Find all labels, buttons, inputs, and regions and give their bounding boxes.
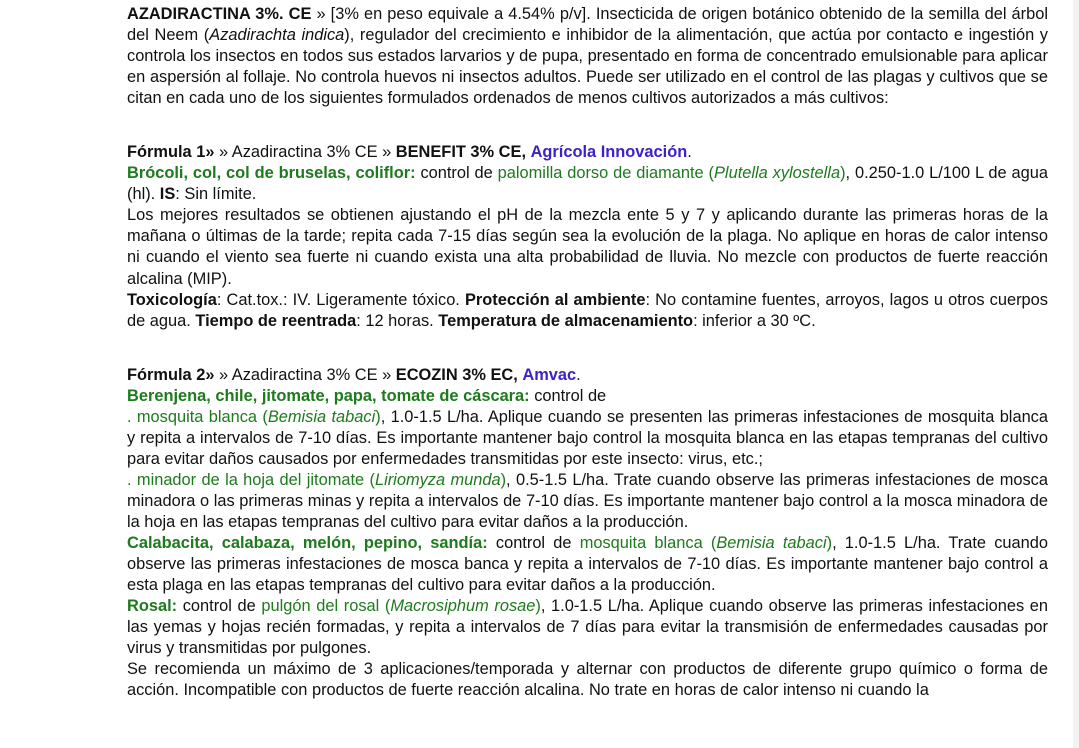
- pest-name: . minador de la hoja del jitomate (Liriomyza munda): [127, 470, 507, 489]
- scientific-name: Azadirachta indica: [209, 26, 345, 45]
- section-gap: [127, 332, 1048, 365]
- crop-list: Rosal:: [127, 597, 178, 616]
- company-name: Agrícola Innovación: [530, 143, 688, 162]
- formula-2-recommendations: Se recomienda un máximo de 3 aplicaciones/temporada y alternar con productos de diferente grupo químico o forma de acción. Incompatible con productos de fuerte reacción alcalina. No trate en horas de calor intenso ni cuando la: [127, 660, 1048, 700]
- crop-list: Calabacita, calabaza, melón, pepino, sandía:: [127, 534, 488, 553]
- pest-name: palomilla dorso de diamante (Plutella xylostella): [497, 164, 846, 183]
- crop-list: Berenjena, chile, jitomate, papa, tomate de cáscara:: [127, 386, 530, 405]
- formula-1-recommendations: Los mejores resultados se obtienen ajustando el pH de la mezcla ente 5 y 7 y aplicando durante las primeras horas de la mañana o últimas de la tarde; repita cada 7-15 días según sea la evolución de la plaga. No aplique en horas de calor intenso ni cuando el viento sea fuerte ni cuando exista una alta probabilidad de lluvia. No mezcle con productos de fuerte reacción alcalina (MIP).: [127, 206, 1048, 288]
- active-ingredient-name: AZADIRACTINA 3%. CE: [127, 5, 312, 23]
- formula-1-safety: Toxicología: Cat.tox.: IV. Ligeramente tóxico. Protección al ambiente: No contamine fuentes, arroyos, lagos u otros cuerpos de agua. Tiempo de reentrada: 12 horas. Temperatura de almacenamiento: inferior a 30 ºC.: [127, 290, 1048, 330]
- formula-2-crop-entry: Calabacita, calabaza, melón, pepino, sandía: control de mosquita blanca (Bemisia tabaci), 1.0-1.5 L/ha. Trate cuando observe las primeras infestaciones de mosca banca y repita a intervalos de 7-10 días. Es importante mantener bajo control a esta plaga en las etapas tempranas del cultivo para evitar daños a la producción.: [127, 534, 1048, 595]
- scrollbar[interactable]: [1073, 0, 1079, 748]
- formula-2-pest-entry: . minador de la hoja del jitomate (Liriomyza munda), 0.5-1.5 L/ha. Trate cuando observe las primeras infestaciones de mosca minadora o las primeras minas y repita a intervalos de 7-10 días. Es importante mantener bajo control a la mosca minadora de la hoja en las etapas tempranas del cultivo para evitar daños a la producción.: [127, 470, 1048, 531]
- formula-2-crop-entry: Rosal: control de pulgón del rosal (Macrosiphum rosae), 1.0-1.5 L/ha. Aplique cuando observe las primeras infestaciones en las yemas y hojas recién formadas, y repita a intervalos de 7 días para evitar la transmisión de enfermedades causadas por virus y transmitidas por pulgones.: [127, 597, 1048, 658]
- pest-name: pulgón del rosal (Macrosiphum rosae): [261, 597, 541, 616]
- pest-name: . mosquita blanca (Bemisia tabaci): [127, 407, 381, 426]
- product-name: BENEFIT 3% CE,: [395, 143, 527, 162]
- section-gap: [127, 109, 1048, 142]
- formula-2-heading: Fórmula 2» » Azadiractina 3% CE » ECOZIN 3% EC, Amvac.: [127, 365, 581, 384]
- intro-paragraph: AZADIRACTINA 3%. CE » [3% en peso equivale a 4.54% p/v]. Insecticida de origen botánico obtenido de la semilla del árbol del Neem (Azadirachta indica), regulador del crecimiento e inhibidor de la alimentación, que actúa por contacto e ingestión y controla los insectos en todos sus estados larvarios y de pupa, presentado en forma de concentrado emulsionable para aplicar en aspersión al follaje. No controla huevos ni insectos adultos. Puede ser utilizado en el control de las plagas y cultivos que se citan en cada uno de los siguientes formulados ordenados de menos cultivos autorizados a más cultivos:: [127, 5, 1049, 108]
- pest-name: mosquita blanca (Bemisia tabaci): [579, 534, 833, 553]
- document-text: [127, 4, 1048, 701]
- company-name: Amvac: [522, 365, 577, 384]
- formula-2-crop-entry: Berenjena, chile, jitomate, papa, tomate de cáscara: control de: [127, 386, 607, 405]
- formula-2-pest-entry: . mosquita blanca (Bemisia tabaci), 1.0-1.5 L/ha. Aplique cuando se presenten las primeras infestaciones de mosquita blanca y repita a intervalos de 7-10 días. Es importante mantener bajo control la mosquita blanca en las etapas tempranas del cultivo para evitar daños causados por enfermedades transmitidas por este insecto: virus, etc.;: [127, 407, 1048, 468]
- crop-list: Brócoli, col, col de bruselas, coliflor:: [127, 164, 416, 183]
- formula-1-crop-entry: Brócoli, col, col de bruselas, coliflor: control de palomilla dorso de diamante (Plutella xylostella), 0.250-1.0 L/100 L de agua (hl). IS: Sin límite.: [127, 164, 1048, 204]
- formula-1-heading: Fórmula 1» » Azadiractina 3% CE » BENEFIT 3% CE, Agrícola Innovación.: [127, 143, 692, 162]
- product-name: ECOZIN 3% EC,: [395, 365, 518, 384]
